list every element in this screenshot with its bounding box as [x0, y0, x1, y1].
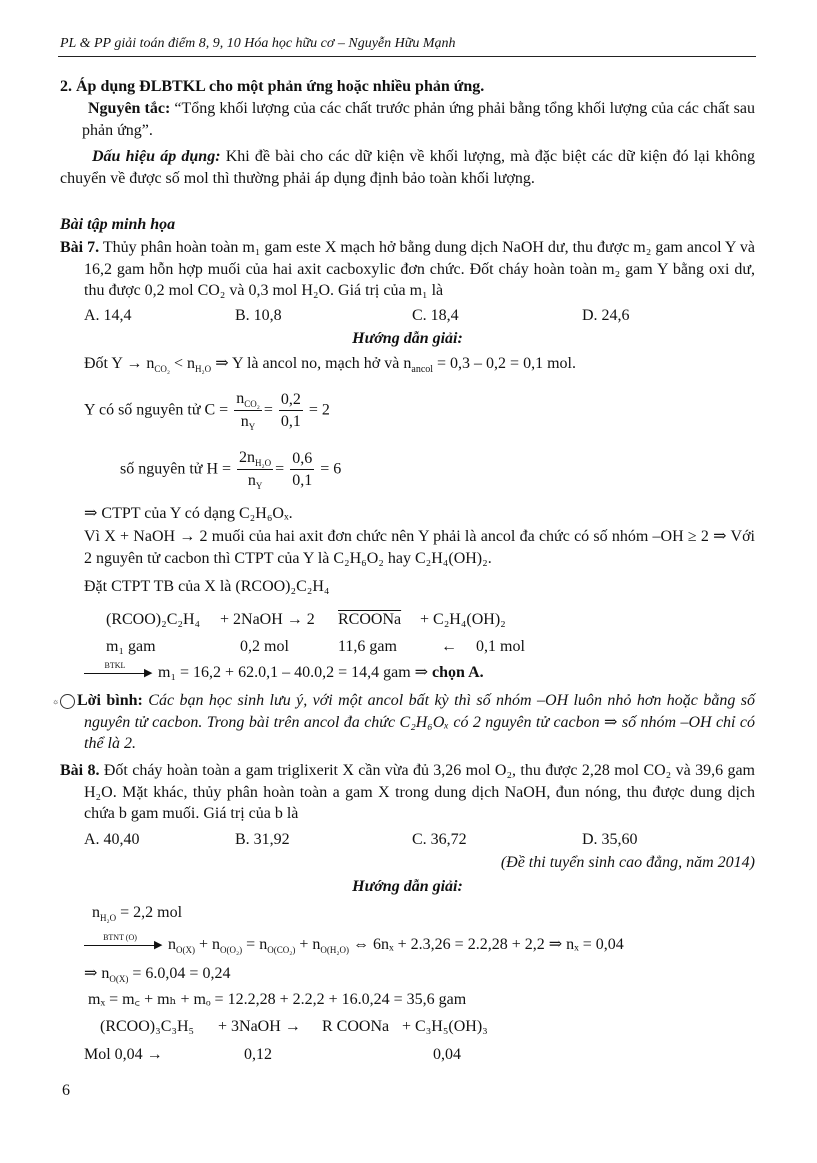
bai7-line1: [84, 353, 576, 377]
h-den2: 0,1: [292, 472, 313, 490]
btnt-sub4: O(H₂O): [320, 945, 350, 956]
principle-text: “Tổng khối lượng của các chất trước phản ứng phải bằng tổng khối lượng của các chất sau phản ứng”.: [82, 100, 756, 139]
bai8-nh2o: [92, 902, 182, 924]
bai7-eq-plus2: + C₂H₄(OH)₂: [420, 611, 506, 628]
principle-paragraph: [82, 98, 755, 141]
btkl-label: BTKL: [104, 661, 126, 671]
bai8-option-d: D. 35,60: [582, 831, 638, 848]
principle-label: Nguyên tắc:: [88, 100, 171, 117]
bai7-eq-salt: RCOONa: [338, 611, 402, 628]
c-num2: 0,2: [279, 389, 303, 412]
btnt-plus2: + n: [295, 936, 321, 953]
l1-sub-h2o: H₂O: [195, 364, 212, 375]
c-prefix: Y có số nguyên tử C =: [84, 401, 233, 419]
btnt-arrow: BTNT (O) ▶: [84, 938, 164, 952]
bai8-mx-line: mₓ = m꜀ + mₕ + mₒ = 12.2,28 + 2.2,2 + 16.0,24 = 35,6 gam: [88, 991, 467, 1008]
bai7-btkl-line: [84, 662, 484, 684]
no-line-n: ⇒ n: [84, 965, 110, 982]
h-fraction-1: [237, 447, 273, 493]
btkl-text: m₁ = 16,2 + 62.0,1 – 40.0,2 = 14,4 gam ⇒: [154, 664, 433, 681]
c-result: = 2: [304, 401, 330, 419]
bai7-mol-naoh: 0,2 mol: [240, 638, 289, 655]
bai7-option-a: A. 14,4: [84, 307, 132, 324]
bai8-question: [60, 760, 755, 825]
c-fraction-2: [279, 389, 303, 433]
btnt-sub3: O(CO₂): [267, 945, 296, 956]
btnt-sub2: O(O₂): [220, 945, 243, 956]
no-line-val: = 6.0,04 = 0,24: [128, 965, 231, 982]
bai8-option-b: B. 31,92: [235, 831, 290, 848]
bai8-option-c: C. 36,72: [412, 831, 467, 848]
bai7-carbon-formula: Y có số nguyên tử C = $\frac{n_{CO_2}}{n_Y}$ = $\frac{0,2}{0,1}$ = 2: [84, 390, 330, 433]
bai7-option-d: D. 24,6: [582, 307, 630, 324]
nh2o-n: n: [92, 904, 100, 921]
btkl-arrow: BTKL ▶: [84, 666, 154, 680]
bai7-guide-title: Hướng dẫn giải:: [352, 330, 463, 347]
l1-text: Đốt Y → n: [84, 355, 155, 372]
btnt-sub1: O(X): [176, 945, 195, 956]
note-text: Các bạn học sinh lưu ý, với một ancol bất kỳ thì số nhóm –OH luôn nhỏ hơn hoặc bằng số nguyên tử cacbon. Trong bài trên ancol đa chức C₂H₆Oₓ có 2 nguyên tử cacbon ⇒ số nhóm –OH chỉ có thể là 2.: [84, 692, 755, 753]
bai8-eq-right: + C₃H₅(OH)₃: [402, 1018, 488, 1035]
bai8-no-line: [84, 963, 230, 985]
bai7-question: [60, 237, 755, 302]
bai7-mol-salt: 11,6 gam: [338, 638, 397, 655]
bai8-mol-naoh: 0,12: [244, 1046, 272, 1063]
bai8-option-a: A. 40,40: [84, 831, 140, 848]
btnt-eq2: = n: [242, 936, 268, 953]
note-label: Lời bình:: [77, 692, 143, 709]
bai8-eq-left: (RCOO)₃C₃H₅: [100, 1018, 195, 1035]
bai8-mol-glycerol: 0,04: [433, 1046, 461, 1063]
bai8-eq-salt: R COONa: [322, 1018, 390, 1035]
bai7-eq-plus1: + 2NaOH → 2: [220, 611, 315, 628]
bai7-dat-ctpt: Đặt CTPT TB của X là (RCOO)₂C₂H₄: [84, 578, 330, 595]
c-den1: n: [240, 413, 249, 431]
l1b-text: < n: [170, 355, 196, 372]
sign-label: Dấu hiệu áp dụng:: [92, 148, 221, 165]
bai7-option-b: B. 10,8: [235, 307, 282, 324]
bai7-hydrogen-formula: số nguyên tử H = $\frac{2n_{H_2O}}{n_Y}$ = $\frac{0,6}{0,1}$ = 6: [120, 449, 342, 492]
bai7-mol-m1: m₁ gam: [106, 638, 156, 655]
c-den2: 0,1: [280, 413, 301, 431]
bai7-label: Bài 7.: [60, 239, 100, 256]
page-number: 6: [62, 1082, 70, 1099]
bai7-reasoning: Vì X + NaOH → 2 muối của hai axit đơn chức nên Y phải là ancol đa chức có số nhóm –OH ≥ 2 ⇒ Với 2 nguyên tử cacbon thì CTPT của Y là C₂H₆O₂ hay C₂H₄(OH)₂.: [84, 528, 755, 567]
h-num2: 0,6: [290, 448, 314, 471]
bai8-eq-mid: + 3NaOH →: [218, 1018, 301, 1035]
bai7-question-text: Thủy phân hoàn toàn m₁ gam este X mạch hở bằng dung dịch NaOH dư, thu được m₂ gam ancol Y và 16,2 gam hỗn hợp muối của hai axit cacboxylic đơn chức. Đốt cháy hoàn toàn m₂ gam Y bằng oxi dư, thu được 0,2 mol CO₂ và 0,3 mol H₂O. Giá trị của m₁ là: [84, 239, 755, 300]
h-den1-sub: Y: [255, 481, 263, 492]
nh2o-val: = 2,2 mol: [116, 904, 183, 921]
l1d-text: = 0,3 – 0,2 = 0,1 mol.: [433, 355, 576, 372]
l1-sub-co2: CO₂: [154, 364, 171, 375]
btnt-label: BTNT (O): [103, 933, 137, 943]
bai8-source: (Đề thi tuyển sinh cao đẳng, năm 2014): [500, 854, 755, 871]
page-header: PL & PP giải toán điểm 8, 9, 10 Hóa học hữu cơ – Nguyễn Hữu Mạnh: [60, 36, 456, 51]
c-fraction-1: [234, 388, 262, 434]
c-num1: n: [236, 390, 245, 407]
btnt-plus1: + n: [195, 936, 221, 953]
btkl-choice: chọn A.: [432, 664, 484, 681]
h-prefix: số nguyên tử H =: [120, 460, 236, 478]
sign-text: Khi đề bài cho các dữ kiện về khối lượng, mà đặc biệt các dữ kiện đó lại không chuyển về được số mol thì thường phải áp dụng định bảo toàn khối lượng.: [60, 148, 756, 187]
bai7-mol-arrow: ←: [441, 638, 457, 655]
l1-sub-ancol: ancol: [411, 364, 434, 376]
bai7-mol-ancol: 0,1 mol: [476, 638, 525, 655]
bai7-ctpt: ⇒ CTPT của Y có dạng C₂H₆Oₓ.: [84, 505, 293, 522]
btnt-rest: ⇔ 6nₓ + 2.3,26 = 2.2,28 + 2,2 ⇒ nₓ = 0,04: [349, 936, 624, 953]
h-num1-sub: H₂O: [255, 458, 272, 469]
c-num1-sub: CO₂: [244, 399, 260, 410]
sign-paragraph: [60, 146, 755, 189]
l1c-text: ⇒ Y là ancol no, mạch hở và n: [211, 355, 412, 372]
c-den1-sub: Y: [248, 422, 256, 433]
lightbulb-icon: ☼: [60, 694, 75, 709]
examples-heading: Bài tập minh họa: [60, 216, 176, 233]
section-heading: 2. Áp dụng ĐLBTKL cho một phản ứng hoặc nhiều phản ứng.: [60, 78, 485, 95]
no-line-sub: O(X): [109, 974, 129, 985]
nh2o-sub: H₂O: [100, 913, 117, 924]
h-result: = 6: [316, 460, 342, 478]
bai7-eq-left: (RCOO)₂C₂H₄: [106, 611, 201, 628]
bai8-label: Bài 8.: [60, 762, 100, 779]
h-den1: n: [247, 472, 256, 490]
bai7-option-c: C. 18,4: [412, 307, 459, 324]
h-num1: 2n: [239, 449, 256, 466]
bai8-guide-title: Hướng dẫn giải:: [352, 878, 463, 895]
h-fraction-2: [290, 448, 314, 492]
btnt-n1: n: [168, 936, 176, 953]
bai8-question-text: Đốt cháy hoàn toàn a gam triglixerit X cần vừa đủ 3,26 mol O₂, thu được 2,28 mol CO₂ và 39,6 gam H₂O. Mặt khác, thủy phân hoàn toàn a gam X trong dung dịch NaOH, đun nóng, thu được dung dịch chứa b gam muối. Giá trị của b là: [84, 762, 755, 823]
bai8-mol-label: Mol 0,04 →: [84, 1046, 163, 1063]
bai8-btnt-line: [84, 934, 624, 956]
bai7-note: [51, 690, 755, 755]
header-rule: [58, 56, 756, 57]
